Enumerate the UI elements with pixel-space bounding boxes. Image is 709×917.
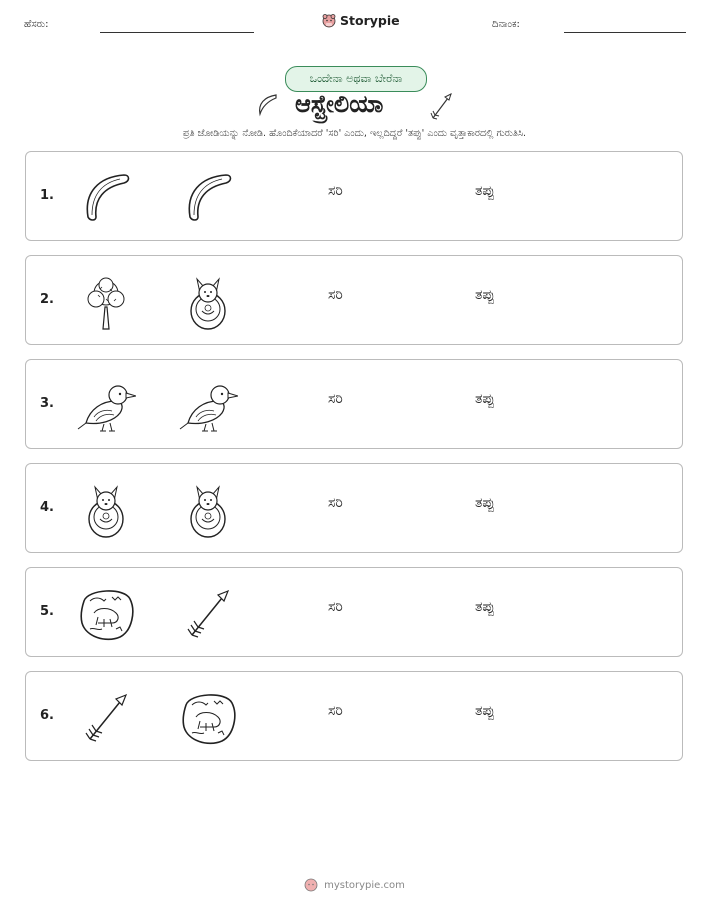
name-line[interactable]	[100, 32, 254, 33]
kookaburra-icon	[76, 375, 136, 435]
option-correct[interactable]: ಸರಿ	[328, 287, 343, 303]
question-row	[25, 463, 683, 553]
arrow-icon	[428, 90, 456, 122]
storypie-bear-icon	[322, 14, 336, 28]
arrow-icon	[178, 583, 238, 643]
activity-badge: ಒಂದೇನಾ ಅಥವಾ ಬೇರೆನಾ	[285, 66, 427, 92]
option-incorrect[interactable]: ತಪ್ಪು	[475, 391, 495, 407]
question-number: 5.	[40, 604, 54, 619]
kookaburra-icon	[178, 375, 238, 435]
option-correct[interactable]: ಸರಿ	[328, 183, 343, 199]
brand-logo	[322, 13, 400, 28]
option-incorrect[interactable]: ತಪ್ಪು	[475, 599, 495, 615]
question-row	[25, 359, 683, 449]
boomerang-icon	[76, 167, 136, 227]
kangaroo-icon	[178, 479, 238, 539]
option-incorrect[interactable]: ತಪ್ಪು	[475, 495, 495, 511]
arrow-icon	[76, 687, 136, 747]
storypie-bear-icon	[304, 878, 318, 892]
option-correct[interactable]: ಸರಿ	[328, 495, 343, 511]
question-number: 6.	[40, 708, 54, 723]
boomerang-icon	[254, 92, 280, 118]
name-label: ಹೆಸರು:	[24, 19, 49, 30]
title-row	[0, 90, 709, 124]
page-title: ಆಸ್ಟ್ರೇಲಿಯಾ	[295, 90, 384, 118]
date-line[interactable]	[564, 32, 686, 33]
question-number: 1.	[40, 188, 54, 203]
rock-art-icon	[76, 583, 136, 643]
footer	[0, 878, 709, 892]
question-row	[25, 671, 683, 761]
instructions: ಪ್ರತಿ ಜೋಡಿಯನ್ನು ನೋಡಿ. ಹೊಂದಿಕೆಯಾದರೆ 'ಸರಿ' ಎಂದು, ಇಲ್ಲದಿದ್ದರೆ 'ತಪ್ಪು' ಎಂದು ವೃತ್ತಾಕಾರದಲ್ಲಿ ಗುರುತಿಸಿ.	[182, 128, 527, 139]
footer-url[interactable]: mystorypie.com	[324, 879, 405, 891]
question-row	[25, 255, 683, 345]
brand-name: Storypie	[340, 13, 400, 28]
option-correct[interactable]: ಸರಿ	[328, 703, 343, 719]
question-number: 2.	[40, 292, 54, 307]
option-incorrect[interactable]: ತಪ್ಪು	[475, 703, 495, 719]
date-label: ದಿನಾಂಕ:	[492, 19, 520, 30]
rock-art-icon	[178, 687, 238, 747]
option-correct[interactable]: ಸರಿ	[328, 391, 343, 407]
question-number: 4.	[40, 500, 54, 515]
option-incorrect[interactable]: ತಪ್ಪು	[475, 287, 495, 303]
question-row	[25, 567, 683, 657]
option-correct[interactable]: ಸರಿ	[328, 599, 343, 615]
option-incorrect[interactable]: ತಪ್ಪು	[475, 183, 495, 199]
boomerang-icon	[178, 167, 238, 227]
worksheet-header	[0, 0, 709, 48]
tree-icon	[76, 271, 136, 331]
question-number: 3.	[40, 396, 54, 411]
question-row	[25, 151, 683, 241]
kangaroo-icon	[76, 479, 136, 539]
kangaroo-icon	[178, 271, 238, 331]
